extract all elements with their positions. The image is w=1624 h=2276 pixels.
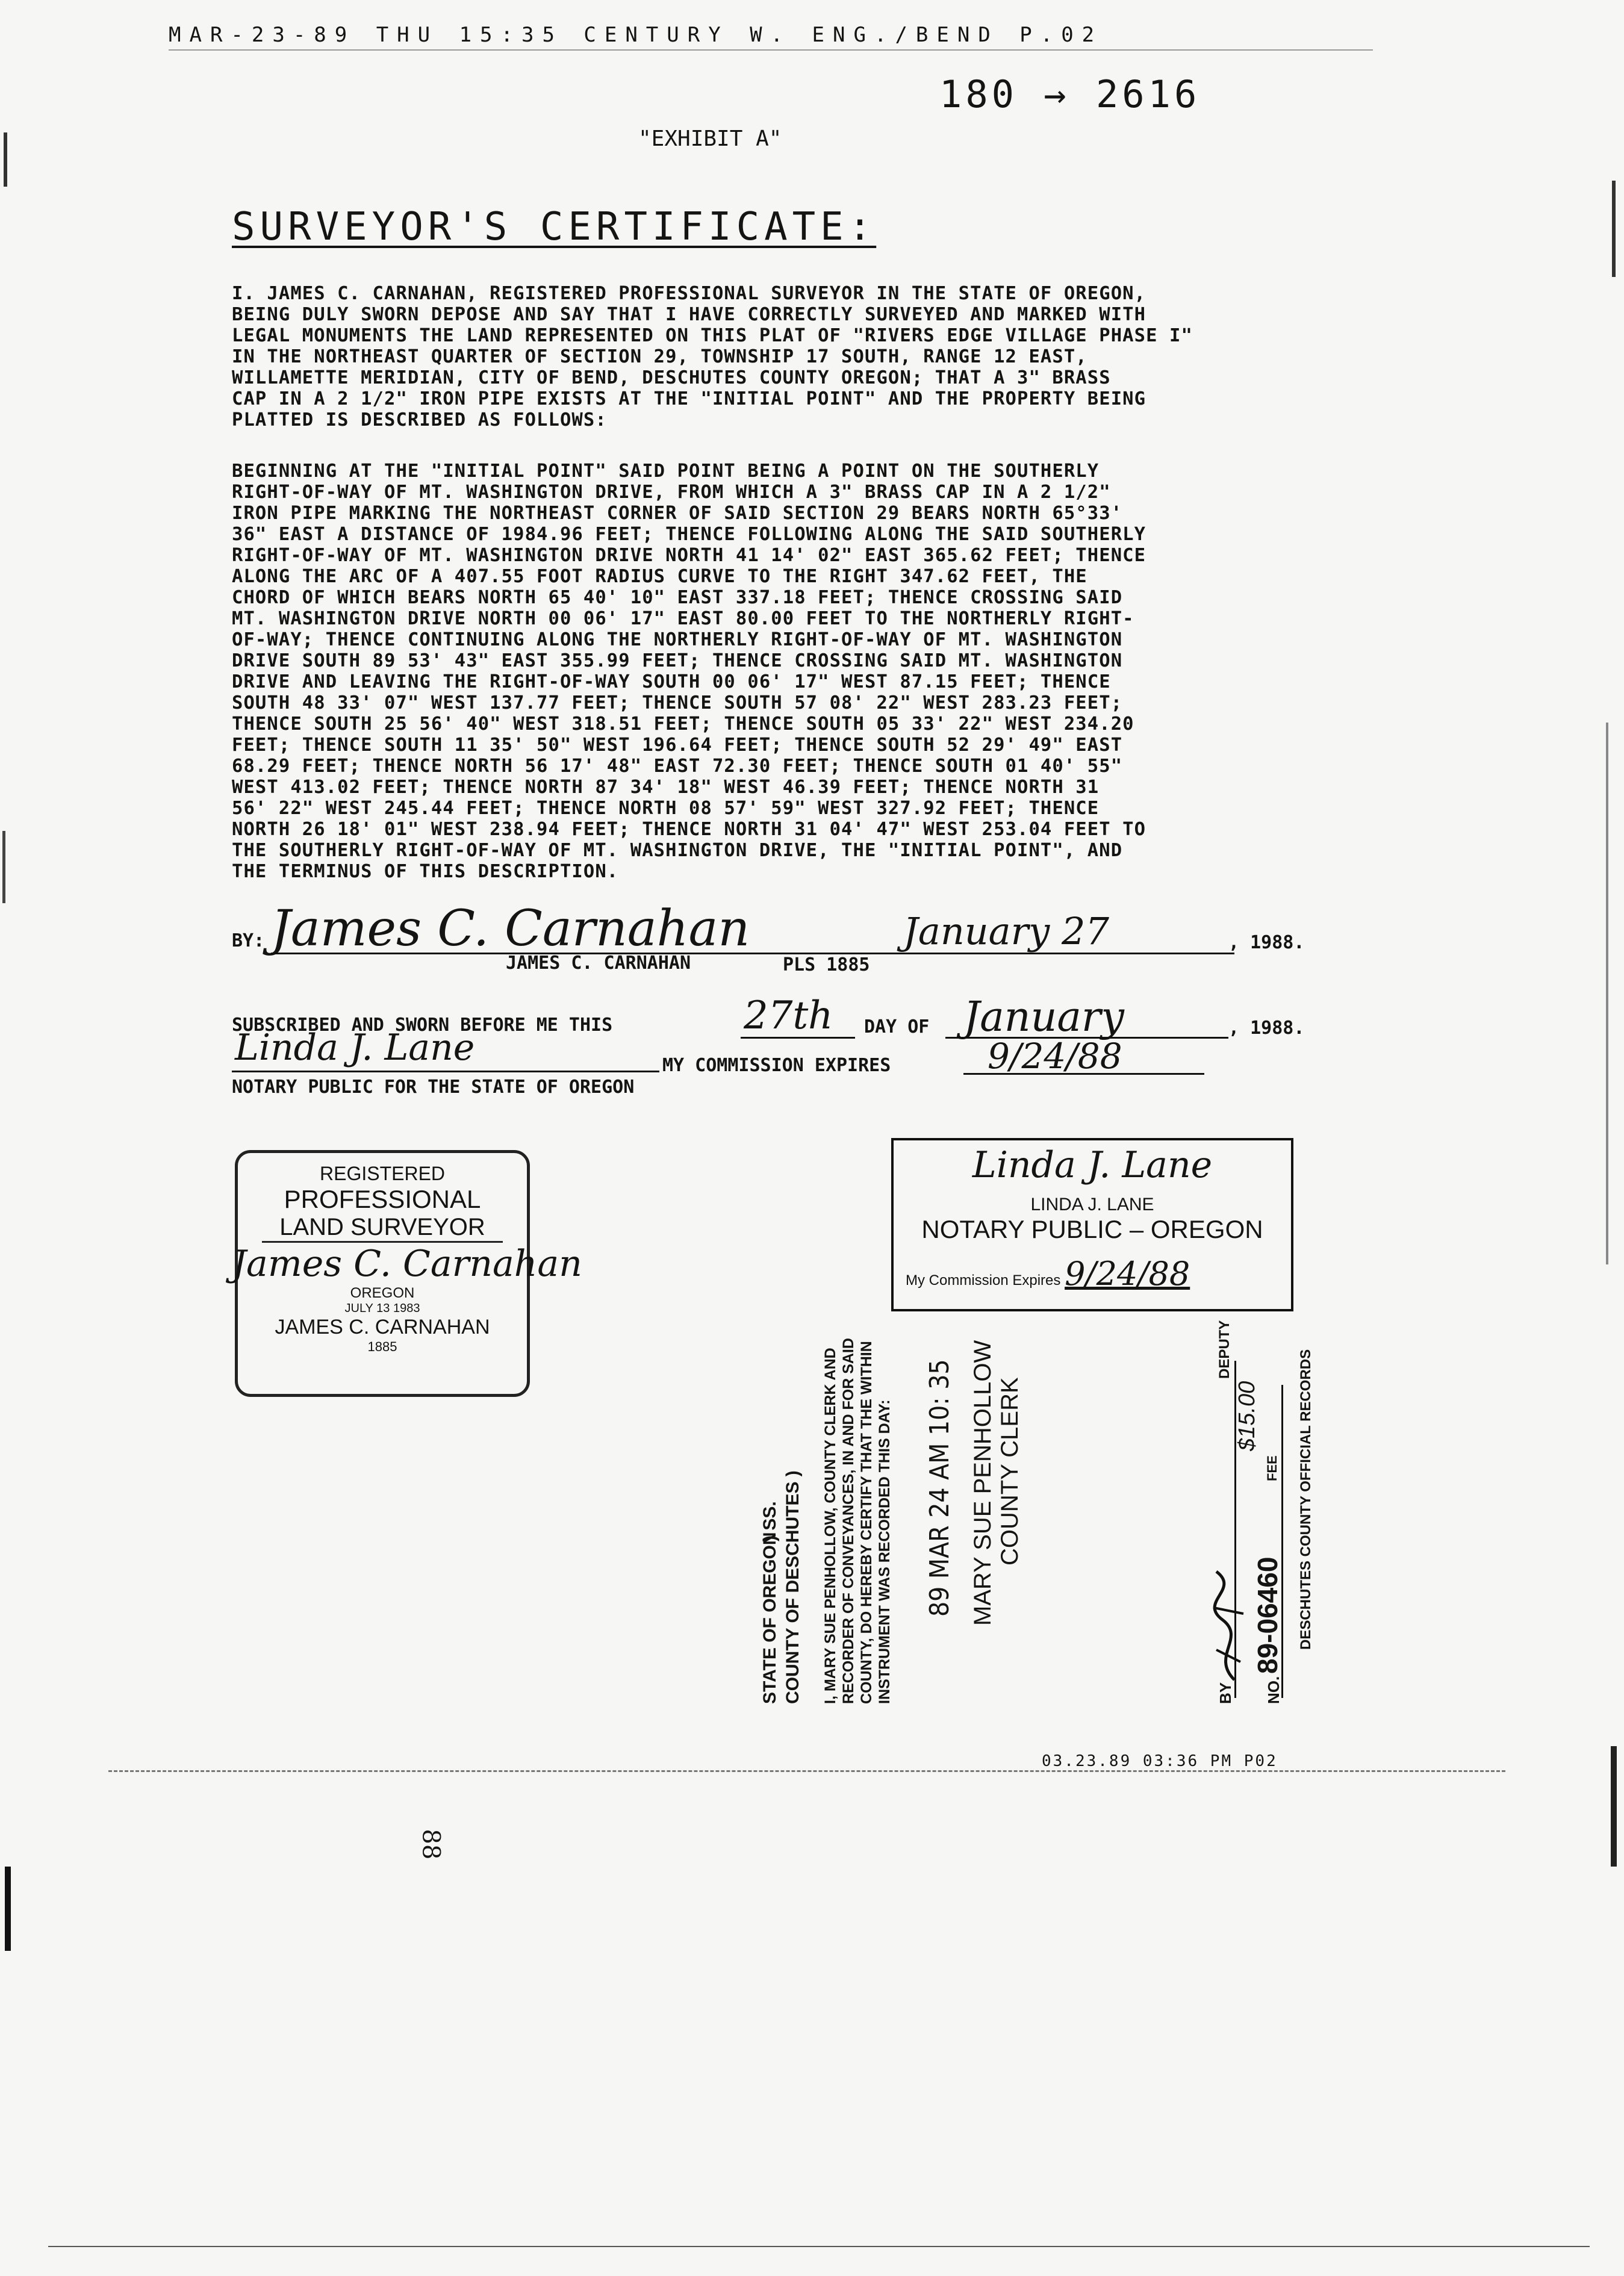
recording-state: STATE OF OREGON: [760, 1532, 780, 1704]
certificate-line: PLATTED IS DESCRIBED AS FOLLOWS:: [232, 409, 607, 431]
fax-footer: 03.23.89 03:36 PM P02: [1042, 1752, 1278, 1770]
clerk-text-2: RECORDER OF CONVEYANCES, IN AND FOR SAID: [840, 1338, 857, 1704]
certificate-line: CAP IN A 2 1/2" IRON PIPE EXISTS AT THE "INITIAL POINT" AND THE PROPERTY BEING: [232, 388, 1146, 409]
certificate-title: SURVEYOR'S CERTIFICATE:: [232, 205, 877, 249]
legal-description-line: THENCE SOUTH 25 56' 40" WEST 318.51 FEET; THENCE SOUTH 05 33' 22" WEST 234.20: [232, 714, 1134, 735]
legal-description-line: WEST 413.02 FEET; THENCE NORTH 87 34' 18" WEST 46.39 FEET; THENCE NORTH 31: [232, 777, 1100, 798]
record-number: 180 → 2616: [939, 72, 1201, 116]
seal-line1: REGISTERED: [319, 1163, 446, 1184]
clerk-name-stamp: MARY SUE PENHOLLOW: [969, 1340, 996, 1626]
certificate-line: WILLAMETTE MERIDIAN, CITY OF BEND, DESCHUTES COUNTY OREGON; THAT A 3" BRASS: [232, 367, 1111, 388]
pls-number: PLS 1885: [783, 954, 870, 975]
sworn-day: 27th: [744, 993, 833, 1038]
sworn-day-line: [741, 1037, 855, 1039]
notary-seal-commission-label: My Commission Expires: [906, 1272, 1061, 1289]
official-records-label: DESCHUTES COUNTY OFFICIAL RECORDS: [1298, 1349, 1314, 1650]
legal-description-line: 68.29 FEET; THENCE NORTH 56 17' 48" EAST 72.30 FEET; THENCE SOUTH 01 40' 55": [232, 756, 1123, 777]
notary-seal-commission-date: 9/24/88: [1065, 1255, 1190, 1293]
commission-label: MY COMMISSION EXPIRES: [662, 1055, 891, 1076]
legal-description-line: NORTH 26 18' 01" WEST 238.94 FEET; THENCE NORTH 31 04' 47" WEST 253.04 FEET TO: [232, 819, 1146, 840]
legal-description-line: CHORD OF WHICH BEARS NORTH 65 40' 10" EAST 337.18 FEET; THENCE CROSSING SAID: [232, 587, 1123, 608]
fax-header: MAR-23-89 THU 15:35 CENTURY W. ENG./BEND P.02: [169, 23, 1103, 47]
recording-no-label: NO.: [1265, 1676, 1283, 1704]
legal-description-line: FEET; THENCE SOUTH 11 35' 50" WEST 196.64 FEET; THENCE SOUTH 52 29' 49" EAST: [232, 735, 1123, 756]
sworn-prefix: SUBSCRIBED AND SWORN BEFORE ME THIS: [232, 1015, 613, 1036]
clerk-title-stamp: COUNTY CLERK: [997, 1377, 1023, 1566]
seal-line2: PROFESSIONAL: [284, 1185, 481, 1213]
recording-by-label: BY: [1216, 1682, 1234, 1704]
legal-description-line: ALONG THE ARC OF A 407.55 FOOT RADIUS CURVE TO THE RIGHT 347.62 FEET, THE: [232, 566, 1087, 587]
sworn-day-of: DAY OF: [864, 1016, 930, 1037]
notary-seal-commission-row: [906, 1255, 1291, 1293]
legal-description-line: DRIVE AND LEAVING THE RIGHT-OF-WAY SOUTH 00 06' 17" WEST 87.15 FEET; THENCE: [232, 671, 1111, 692]
clerk-text-4: INSTRUMENT WAS RECORDED THIS DAY:: [876, 1399, 893, 1704]
recording-ss: ) SS.: [760, 1501, 780, 1541]
legal-description-line: RIGHT-OF-WAY OF MT. WASHINGTON DRIVE NORTH 41 14' 02" EAST 365.62 FEET; THENCE: [232, 545, 1146, 566]
seal-line3: LAND SURVEYOR: [262, 1214, 503, 1243]
scan-edge-right: [1594, 0, 1624, 2276]
clerk-text-3: COUNTY, DO HEREBY CERTIFY THAT THE WITHIN: [858, 1341, 875, 1704]
seal-line5: JULY 13 1983: [344, 1302, 420, 1315]
legal-description-line: 36" EAST A DISTANCE OF 1984.96 FEET; THENCE FOLLOWING ALONG THE SAID SOUTHERLY: [232, 524, 1146, 545]
sworn-year: , 1988.: [1228, 1018, 1305, 1039]
legal-description-line: 56' 22" WEST 245.44 FEET; THENCE NORTH 08 57' 59" WEST 327.92 FEET; THENCE: [232, 798, 1100, 819]
legal-description-line: OF-WAY; THENCE CONTINUING ALONG THE NORTHERLY RIGHT-OF-WAY OF MT. WASHINGTON: [232, 629, 1123, 650]
seal-line6: JAMES C. CARNAHAN: [275, 1316, 490, 1339]
seal-line7: 1885: [367, 1339, 397, 1354]
notary-seal-name: LINDA J. LANE: [1030, 1195, 1154, 1214]
legal-description-line: DRIVE SOUTH 89 53' 43" EAST 355.99 FEET; THENCE CROSSING SAID MT. WASHINGTON: [232, 650, 1123, 671]
recording-deputy-label: DEPUTY: [1216, 1320, 1233, 1379]
seal-line4: OREGON: [350, 1285, 415, 1301]
seal-signature: James C. Carnahan: [232, 1243, 582, 1285]
recorded-time-stamp: 89 MAR 24 AM 10: 35: [924, 1359, 955, 1617]
legal-description: [232, 461, 1376, 882]
deputy-signature-scribble: [1198, 1566, 1258, 1686]
certificate-paragraph: [232, 283, 1376, 431]
signature-year: , 1988.: [1228, 932, 1305, 953]
record-number-line: [1281, 1385, 1283, 1698]
scan-edge-left: [0, 0, 18, 2276]
legal-description-line: BEGINNING AT THE "INITIAL POINT" SAID POINT BEING A POINT ON THE SOUTHERLY: [232, 461, 1100, 482]
certificate-line: BEING DULY SWORN DEPOSE AND SAY THAT I HAVE CORRECTLY SURVEYED AND MARKED WITH: [232, 304, 1146, 325]
notary-line: [232, 1071, 659, 1072]
notary-seal-signature: Linda J. Lane: [972, 1144, 1213, 1186]
commission-date: 9/24/88: [988, 1036, 1122, 1077]
by-label: BY:: [232, 930, 265, 951]
legal-description-line: RIGHT-OF-WAY OF MT. WASHINGTON DRIVE, FROM WHICH A 3" BRASS CAP IN A 2 1/2": [232, 482, 1111, 503]
legal-description-line: THE TERMINUS OF THIS DESCRIPTION.: [232, 861, 619, 882]
notary-public-label: NOTARY PUBLIC FOR THE STATE OF OREGON: [232, 1077, 635, 1098]
legal-description-line: MT. WASHINGTON DRIVE NORTH 00 06' 17" EAST 80.00 FEET TO THE NORTHERLY RIGHT-: [232, 608, 1134, 629]
notary-seal-title: NOTARY PUBLIC – OREGON: [921, 1215, 1263, 1243]
signature-date: January 27: [903, 909, 1109, 953]
certificate-line: LEGAL MONUMENTS THE LAND REPRESENTED ON THIS PLAT OF "RIVERS EDGE VILLAGE PHASE I": [232, 325, 1193, 346]
notary-signature: Linda J. Lane: [235, 1027, 475, 1069]
surveyor-seal: [232, 1150, 582, 1397]
legal-description-line: IRON PIPE MARKING THE NORTHEAST CORNER OF SAID SECTION 29 BEARS NORTH 65°33': [232, 503, 1123, 524]
notary-seal: [891, 1138, 1293, 1311]
recording-number: 89-06460: [1252, 1556, 1283, 1674]
margin-mark: 88: [417, 1829, 445, 1860]
recording-county: COUNTY OF DESCHUTES ): [783, 1470, 803, 1704]
page-bottom-rule: [48, 2246, 1590, 2247]
recording-fee-value: $15.00: [1234, 1381, 1260, 1451]
recording-fee-label: FEE: [1265, 1455, 1280, 1481]
exhibit-label: "EXHIBIT A": [638, 126, 782, 151]
page-bottom-border: [108, 1770, 1505, 1772]
surveyor-printed-name: JAMES C. CARNAHAN: [506, 953, 691, 974]
certificate-line: IN THE NORTHEAST QUARTER OF SECTION 29, TOWNSHIP 17 SOUTH, RANGE 12 EAST,: [232, 346, 1087, 367]
deputy-signature: [1198, 1566, 1258, 1656]
commission-line: [963, 1073, 1204, 1075]
sworn-month: January: [963, 993, 1124, 1041]
clerk-text-1: I, MARY SUE PENHOLLOW, COUNTY CLERK AND: [822, 1348, 839, 1704]
fax-header-rule: [169, 49, 1373, 51]
legal-description-line: THE SOUTHERLY RIGHT-OF-WAY OF MT. WASHINGTON DRIVE, THE "INITIAL POINT", AND: [232, 840, 1123, 861]
legal-description-line: SOUTH 48 33' 07" WEST 137.77 FEET; THENCE SOUTH 57 08' 22" WEST 283.23 FEET;: [232, 692, 1123, 714]
surveyor-signature: James C. Carnahan: [271, 900, 750, 957]
certificate-line: I. JAMES C. CARNAHAN, REGISTERED PROFESSIONAL SURVEYOR IN THE STATE OF OREGON,: [232, 283, 1146, 304]
